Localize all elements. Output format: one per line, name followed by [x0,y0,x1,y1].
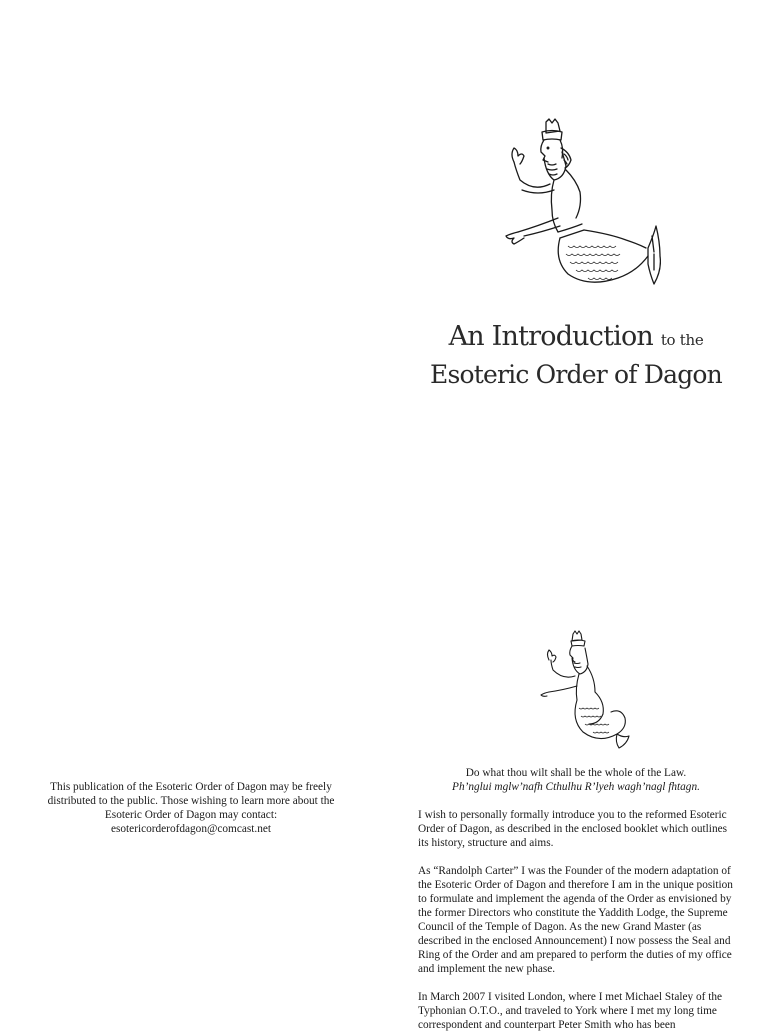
paragraph: I wish to personally formally introduce you to the reformed Esoteric Order of Dagon, as described in the enclosed booklet which outlines its history, structure and aims. [418,809,728,849]
notice-line: This publication of the Esoteric Order of Dagon may be freely [50,781,332,793]
notice-line: Esoteric Order of Dagon may contact: [104,809,278,821]
title-line-2: Esoteric Order of Dagon [430,360,722,389]
right-page [384,0,768,1031]
greeting-line-italic: Ph’nglui mglw’nafh Cthulhu R’lyeh wagh’nagl fhtagn. [452,781,700,793]
document-title [384,320,768,393]
paragraph: As “Randolph Carter” I was the Founder of the modern adaptation of the Esoteric Order of Dagon and therefore I am in the unique position to formulate and implement the agenda of the Order as envisioned by the former Directors who constitute the Yaddith Lodge, the Supreme Council of the Temple of Dagon. As the new Grand Master (as described in the enclosed Announcement) I now possess the Seal and Ring of the Order and am prepared to perform the duties of my office and implement the new phase. [418,865,733,975]
merman-illustration-small [531,630,636,758]
letter-body [418,766,734,1032]
greeting-line: Do what thou wilt shall be the whole of the Law. [465,767,687,779]
title-connector: to the [660,331,704,349]
paragraph: In March 2007 I visited London, where I met Michael Staley of the Typhonian O.T.O., and traveled to York where I met my long time correspondent and counterpart Peter Smith who has been [418,991,722,1031]
merman-illustration [476,118,661,293]
contact-email: esotericorderofdagon@comcast.net [110,823,272,835]
notice-line: distributed to the public. Those wishing to learn more about the [47,795,335,807]
distribution-notice [34,780,348,836]
title-line-1 [384,320,768,357]
title-main: An Introduction [448,321,654,352]
left-page [0,0,384,1024]
greeting [418,766,734,794]
